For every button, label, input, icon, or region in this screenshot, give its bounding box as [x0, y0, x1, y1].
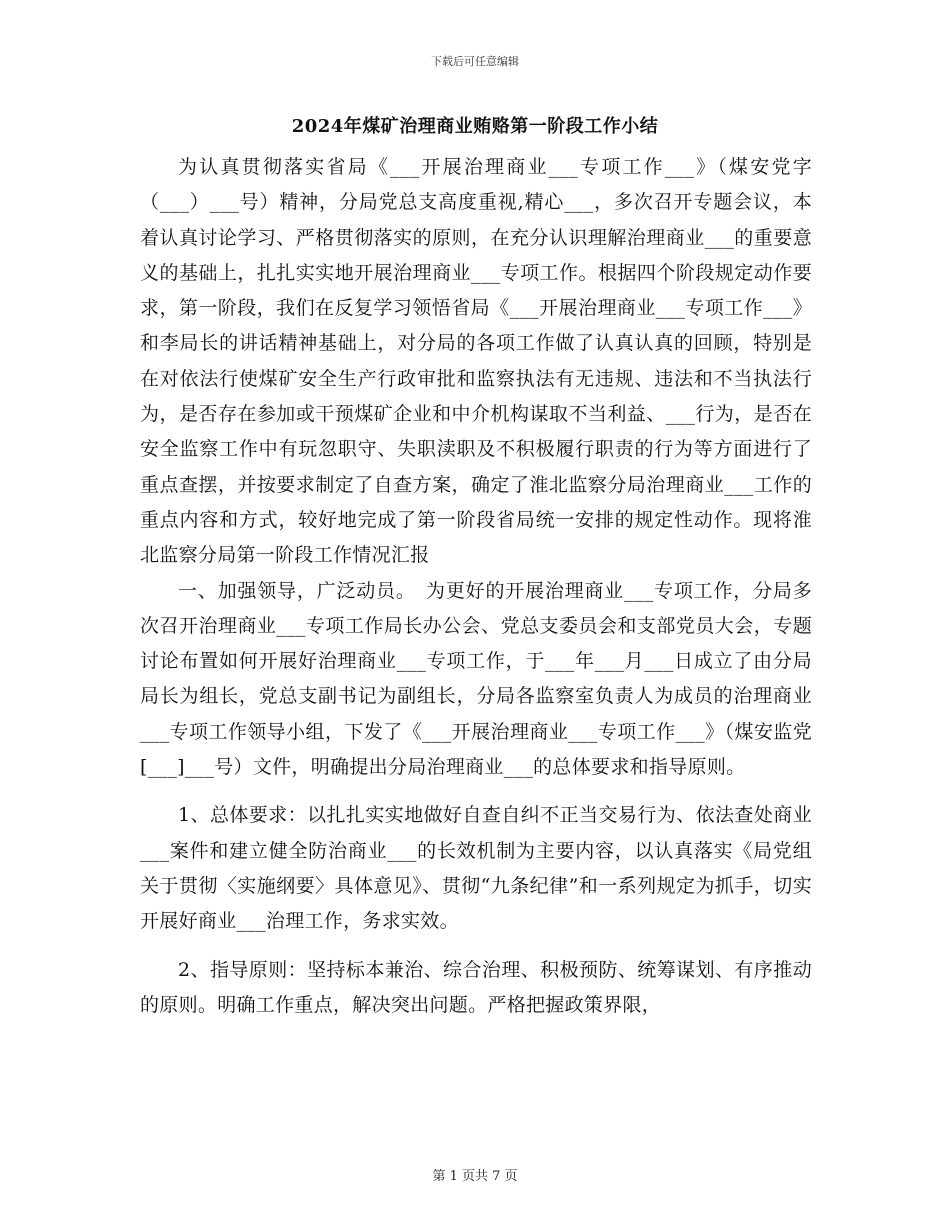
- document-title: 2024年煤矿治理商业贿赂第一阶段工作小结: [291, 116, 659, 137]
- header-note: 下载后可任意编辑: [431, 55, 519, 68]
- paragraph-guiding-principles: 2、指导原则：坚持标本兼治、综合治理、积极预防、统筹谋划、有序推动的原则。明确工作重点，解决突出问题。严格把握政策界限，: [140, 958, 812, 1016]
- page-number: 第 1 页共 7 页: [432, 1169, 518, 1184]
- paragraph-section-1: 一、加强领导，广泛动员。 为更好的开展治理商业___专项工作，分局多次召开治理商业___专项工作局长办公会、党总支委员会和支部党员大会，专题讨论布置如何开展好治理商业___专项工作，于___年___月___日成立了由分局局长为组长，党总支副书记为副组长，分局各监察室负责人为成员的治理商业___专项工作领导小组，下发了《___开展治理商业___专项工作___》（煤安监党[___]___号）文件，明确提出分局治理商业___的总体要求和指导原则。: [140, 579, 812, 779]
- document-body: [140, 150, 812, 1023]
- paragraph-overall-requirements: 1、总体要求：以扎扎实实地做好自查自纠不正当交易行为、依法查处商业___案件和建立健全防治商业___的长效机制为主要内容，以认真落实《局党组关于贯彻〈实施纲要〉具体意见》、贯彻“九条纪律”和一系列规定为抓手，切实开展好商业___治理工作，务求实效。: [140, 804, 812, 933]
- paragraph-intro: 为认真贯彻落实省局《___开展治理商业___专项工作___》（煤安党字（___）___号）精神，分局党总支高度重视,精心___，多次召开专题会议，本着认真讨论学习、严格贯彻落实的原则，在充分认识理解治理商业___的重要意义的基础上，扎扎实实地开展治理商业___专项工作。根据四个阶段规定动作要求，第一阶段，我们在反复学习领悟省局《___开展治理商业___专项工作___》和李局长的讲话精神基础上，对分局的各项工作做了认真认真的回顾，特别是在对依法行使煤矿安全生产行政审批和监察执法有无违规、违法和不当执法行为，是否存在参加或干预煤矿企业和中介机构谋取不当利益、___行为，是否在安全监察工作中有玩忽职守、失职渎职及不积极履行职责的行为等方面进行了重点查摆，并按要求制定了自查方案，确定了淮北监察分局治理商业___工作的重点内容和方式，较好地完成了第一阶段省局统一安排的规定性动作。现将淮北监察分局第一阶段工作情况汇报: [140, 156, 812, 567]
